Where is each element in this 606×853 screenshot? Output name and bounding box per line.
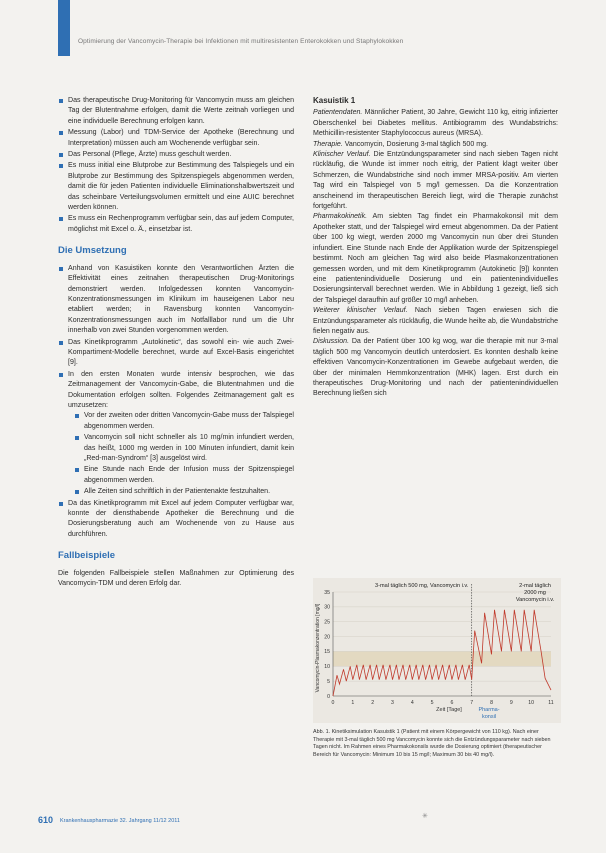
y-axis-label: Vancomycin-Plasmakonzentration [mg/l] — [315, 603, 321, 693]
paragraph-discussion — [313, 337, 558, 399]
paragraph-label: Diskussion. — [313, 338, 350, 346]
case-title: Kasuistik 1 — [313, 96, 356, 105]
running-title: Optimierung der Vancomycin-Therapie bei Infektionen mit multiresistenten Enterokokken und Staphylokokken — [78, 38, 404, 45]
konsil-label: konsil — [481, 714, 497, 720]
sub-item: Vancomycin soll nicht schneller als 10 mg/min infundiert werden, das heißt, 1000 mg werden in 100 Minuten infundiert, damit kein „Red-man-Syndrom“ [3] ausgelöst wird. — [74, 433, 294, 464]
x-tick-label: 3 — [391, 700, 394, 706]
footer-symbol: ✳ — [422, 813, 428, 820]
list-item: Das Kinetikprogramm „Autokinetic“, das sowohl ein- wie auch Zwei-Kompartiment-Modelle berechnet, wurde auf Excel-Basis eingerichtet [9]. — [58, 338, 294, 369]
sub-item: Eine Stunde nach Ende der Infusion muss der Spitzenspiegel abgenommen werden. — [74, 465, 294, 486]
paragraph-text: Am siebten Tag findet ein Pharmakokonsil mit dem Apotheker statt, und der Talspiegel wird erneut abgenommen. Da der Patient über 100 kg wiegt, werden 2000 mg Vancomycin nun über drei Stunden infundiert. Eine Stunde nach Ende der Applikation wurde der Spitzenspiegel bestimmt. Noch am gleichen Tag wird also beide Plasmakonzentrationen gemessen worden, und mit dem Kinetikprogramm (Autokinetic [9]) konnten eine patientenindividuelle Dosierung und ein patientenindividuelles Dosierungsintervall berechnet werden. Wie in Abbildung 1 gezeigt, ließ sich der Talspiegel daraufhin auf größer 10 mg/l anheben. — [313, 213, 558, 304]
implementation-list — [58, 264, 294, 541]
paragraph-text: Da der Patient über 100 kg wog, war die therapie mit nur 3-mal täglich 500 mg Vancomycin deutlich unterdosiert. Es konnten deshalb keine effektiven Vancomycin-Konzentrationen im Gewebe aufgebaut werden, die über der minimalen Hemmkonzentration (MHK) lagen. Erst durch ein therapeutisches Drug-Monitoring und nach der patientenindividuellen Berechnung ließen sich — [313, 338, 558, 398]
time-management-list — [68, 411, 294, 497]
y-tick-label: 10 — [324, 664, 330, 671]
y-tick-label: 25 — [324, 619, 330, 626]
paragraph-label: Therapie. — [313, 140, 343, 148]
paragraph-further-course — [313, 306, 558, 337]
requirements-list — [58, 96, 294, 235]
paragraph-text: Nach sieben Tagen erwiesen sich die Entzündungsparameter als rückläufig, die Wunde heilte ab, die Wundabstriche fielen negativ aus. — [313, 307, 558, 335]
kinetics-chart — [313, 578, 561, 723]
page-number: 610 — [38, 815, 54, 825]
list-item: Es muss initial eine Blutprobe zur Bestimmung des Talspiegels und ein Blutprobe zur Bestimmung des Spitzenspiegels abgenommen werden, damit die für jeden Patienten individuelle Eliminationshalbwertszeit und das scheinbare Verteilungsvolumen ermittelt und eine AUIC berechnet werden können. — [58, 161, 294, 213]
therapeutic-band-layer — [333, 651, 551, 666]
phase-label-left: 3-mal täglich 500 mg, Vancomycin i.v. — [375, 583, 469, 589]
list-item: Es muss ein Rechenprogramm verfügbar sein, das auf jedem Computer, möglichst mit Excel o. Ä., einsetzbar ist. — [58, 214, 294, 235]
list-item: Das Personal (Pflege, Ärzte) muss geschult werden. — [58, 150, 294, 160]
paragraph-kinetics — [313, 212, 558, 306]
phase-label-right: Vancomycin i.v. — [515, 597, 555, 603]
therapeutic-band — [333, 651, 551, 666]
x-tick-label: 9 — [509, 700, 513, 706]
list-item: Das therapeutische Drug-Monitoring für Vancomycin muss am gleichen Tag der Blutentnahme erfolgen, damit die Werte zeitnah vorliegen und eine individuelle Berechnung erfolgen kann. — [58, 96, 294, 127]
kinetics-figure — [313, 578, 561, 723]
x-tick-label: 2 — [371, 700, 375, 706]
x-tick-label: 8 — [490, 700, 493, 706]
x-tick-label: 5 — [430, 700, 434, 706]
x-tick-label: 4 — [410, 700, 414, 706]
list-item-text: In den ersten Monaten wurde intensiv besprochen, wie das Zeitmanagement der Vancomycin-Gabe, die Blutentnahmen und die Dokumentation erfolgen sollten. Folgendes Zeitmanagement galt es umzusetzen: — [68, 370, 294, 409]
paragraph-text: Vancomycin, Dosierung 3-mal täglich 500 mg. — [342, 140, 488, 148]
list-item: Anhand von Kasuistiken konnte den Verantwortlichen Ärzten die Effektivität eines zeitnahen therapeutischen Drug-Monitorings demonstriert werden. Infolgedessen konnten Vancomycin-Konzentrationsmessungen im Klinikum im hauseigenen Labor neu etabliert werden; in Ravensburg konnten Vancomycin-Konzentrationsmessungen auch im Notfalllabor rund um die Uhr innerhalb von zwei Stunden vorgenommen werden. — [58, 264, 294, 337]
y-tick-label: 30 — [324, 604, 330, 611]
blue-margin-tab — [58, 0, 70, 56]
paragraph-label: Weiterer klinischer Verlauf. — [313, 307, 408, 315]
journal-footer: Krankenhauspharmazie 32. Jahrgang 11/12 2011 — [60, 818, 180, 824]
right-column — [313, 96, 558, 400]
sub-item: Vor der zweiten oder dritten Vancomycin-Gabe muss der Talspiegel abgenommen werden. — [74, 411, 294, 432]
closing-paragraph: Die folgenden Fallbeispiele stellen Maßnahmen zur Optimierung des Vancomycin-TDM und deren Erfolg dar. — [58, 569, 294, 588]
phase-label-right: 2-mal täglich — [519, 583, 551, 589]
list-item: Messung (Labor) und TDM-Service der Apotheke (Berechnung und Interpretation) müssen auch am Wochenende verfügbar sein. — [58, 128, 294, 149]
x-tick-label: 11 — [548, 700, 554, 706]
paragraph-text: Männlicher Patient, 30 Jahre, Gewicht 110 kg, eitrig infizierter Oberschenkel bei Diabetes mellitus. Antibiogramm des Wundabstrichs: Methicillin-resistenter Staphylococcus aureus (MRSA). — [313, 109, 558, 138]
phase-label-right: 2000 mg — [524, 590, 546, 596]
left-column — [58, 96, 294, 589]
paragraph-label: Patientendaten. — [313, 109, 363, 117]
konsil-label: Pharma- — [478, 707, 500, 713]
y-tick-label: 20 — [324, 634, 330, 641]
list-item — [58, 370, 294, 498]
x-tick-label: 1 — [351, 700, 355, 706]
list-item: Da das Kinetikprogramm mit Excel auf jedem Computer verfügbar war, konnte der diensthabende Apotheker die Berechnung und die Dosierungsberatung auch am Wochenende von zu Hause aus durchführen. — [58, 499, 294, 541]
grid-layer — [333, 592, 551, 696]
paragraph-patient — [313, 108, 558, 139]
x-tick-label: 7 — [470, 700, 474, 706]
y-tick-label: 15 — [324, 649, 330, 656]
paragraph-label: Pharmakokinetik. — [313, 213, 368, 221]
x-tick-label: 6 — [450, 700, 454, 706]
figure-caption: Abb. 1. Kinetiksimulation Kasuistik 1 (Patient mit einem Körpergewicht von 110 kg). Nach einer Therapie mit 3-mal täglich 500 mg Vancomycin konnte sich die Entzündungsparameter nach sieben Tagen nicht. Im Rahmen eines Pharmakokonsils wurde die Dosierung optimiert (therapeutischer Bereich für Vancomycin: Minimum 10 bis 15 mg/l; Maximum 30 bis 40 mg/l). — [313, 729, 551, 758]
paragraph-course — [313, 150, 558, 212]
x-tick-label: 0 — [331, 700, 335, 706]
y-tick-label: 35 — [324, 589, 330, 596]
x-tick-label: 10 — [528, 700, 535, 706]
paragraph-label: Klinischer Verlauf. — [313, 151, 371, 159]
x-axis-label: Zeit [Tage] — [436, 707, 462, 713]
y-tick-label: 0 — [327, 693, 330, 700]
paragraph-text: Die Entzündungsparameter sind nach sieben Tagen nicht rückläufig, die Wunde ist immer noch eitrig, der Patient klagt weiter über Schmerzen, die Wundabstriche sind noch immer MRSA-positiv. Am vierten Tag wird ein Talspiegel von 5 mg/l gemessen. Da die Konzentration anscheinend im therapeutischen Bereich liegt, wird die Therapie zunächst fortgeführt. — [313, 151, 558, 211]
sub-item: Alle Zeiten sind schriftlich in der Patientenakte festzuhalten. — [74, 487, 294, 497]
section-heading-umsetzung: Die Umsetzung — [58, 245, 127, 257]
y-tick-label: 5 — [327, 678, 330, 685]
paragraph-therapy — [313, 140, 558, 150]
section-heading-fallbeispiele: Fallbeispiele — [58, 550, 116, 562]
